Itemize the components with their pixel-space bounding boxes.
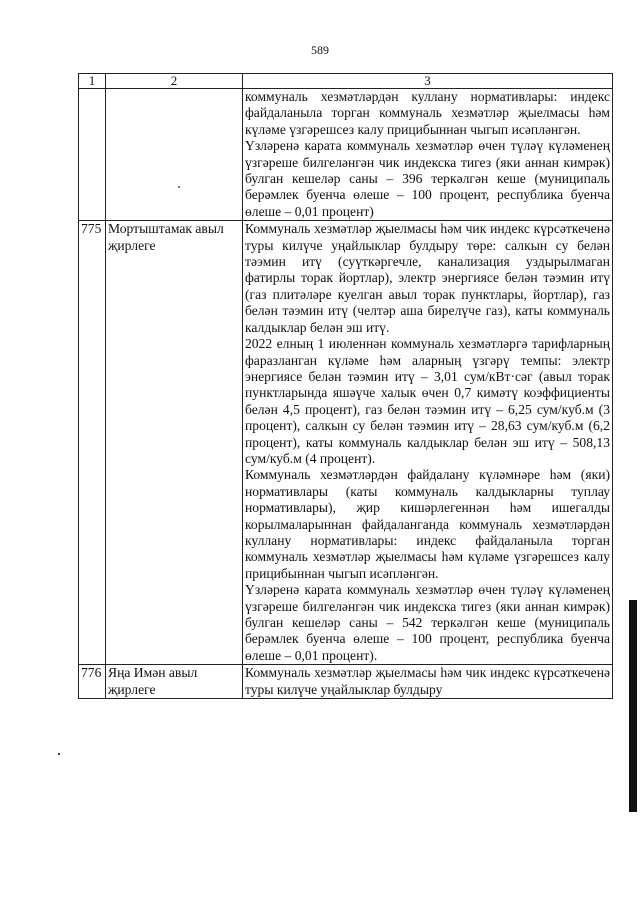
paragraph: Үзләренә карата коммуналь хезмәтләр өчен түләү күләменең үзгәреше билгеләнгән чик индекска тигез (яки аннан кимрәк) булган кешеләр саны – 542 теркәлгән кеше (муниципаль берәмлек буенча өлеше – 100 процент, республика буенча өлеше – 0,01 процент). <box>245 582 610 663</box>
scan-speck <box>58 753 60 755</box>
paragraph: Коммуналь хезмәтләр җыелмасы һәм чик индекс күрсәткеченә туры килүче уңайлыклар булдыру <box>245 665 610 697</box>
row-description <box>243 89 613 221</box>
page-number: 589 <box>311 43 329 57</box>
row-number <box>79 89 106 221</box>
settlement-name: Яңа Имән авыл җирлеге <box>106 665 243 699</box>
scan-margin-bar <box>629 600 637 812</box>
paragraph: Үзләренә карата коммуналь хезмәтләр өчен түләү күләменең үзгәреше билгеләнгән чик индекска тигез (яки аннан кимрәк) булган кешеләр саны – 396 теркәлгән кеше (муниципаль берәмлек буенча өлеше – 100 процент, республика буенча өлеше – 0,01 процент) <box>245 138 610 219</box>
row-description <box>243 221 613 665</box>
document-table <box>78 73 613 699</box>
header-col-2: 2 <box>106 74 243 89</box>
row-number: 776 <box>79 665 106 699</box>
settlement-name <box>106 89 243 221</box>
paragraph: коммуналь хезмәтләрдән куллану нормативлары: индекс файдаланыла торган коммуналь хезмәтләр җыелмасы һәм күләме үзгәрешсез калу прицибыннан чыгып исәпләнгән. <box>245 89 610 137</box>
row-description <box>243 665 613 699</box>
paragraph: Коммуналь хезмәтләрдән файдалану күләмнәре һәм (яки) нормативлары (каты коммуналь калдыкларны туплау нормативлары), җир кишәрлегеннән һәм ишегалды корылмаларыннан файдаланганда коммуналь хезмәтләрдән куллану нормативлары: индекс файдаланыла торган коммуналь хезмәтләр җыелмасы һәм күләме үзгәрешсез калу прицибыннан чыгып исәпләнгән. <box>245 467 610 581</box>
table-row <box>79 89 613 221</box>
paragraph: 2022 елның 1 июленнән коммуналь хезмәтләргә тарифларның фаразланган күләме һәм аларның үзгәрү темпы: электр энергиясе белән тәэмин итү – 3,01 сум/кВт·сәг (авыл торак пунктларында яшәүче халык өчен 0,7 кимәтү коэффициенты белән 4,5 процент), газ белән тәэмин итү – 6,25 сум/куб.м (3 процент), салкын су белән тәэмин итү – 28,63 сум/куб.м (6,2 процент), каты коммуналь калдыклар белән эш итү – 508,13 сум/куб.м (4 процент). <box>245 336 610 466</box>
table-header-row <box>79 74 613 89</box>
scan-speck <box>178 186 180 188</box>
row-number: 775 <box>79 221 106 665</box>
header-col-3: 3 <box>243 74 613 89</box>
table-row <box>79 665 613 699</box>
settlement-name: Мортыштамак авыл җирлеге <box>106 221 243 665</box>
table-row <box>79 221 613 665</box>
header-col-1: 1 <box>79 74 106 89</box>
paragraph: Коммуналь хезмәтләр җыелмасы һәм чик индекс күрсәткеченә туры килүче уңайлыклар булдыру төре: салкын су белән тәэмин итү (суүткәргечле, канализация уздырылмаган фатирлы торак йортлар), электр энергиясе белән тәэмин итү (газ плитәләре куелган авыл торак пунктлары, йортлар), газ белән тәэмин итү (челтәр аша бирелүче газ), каты коммуналь калдыклар белән эш итү. <box>245 221 610 335</box>
